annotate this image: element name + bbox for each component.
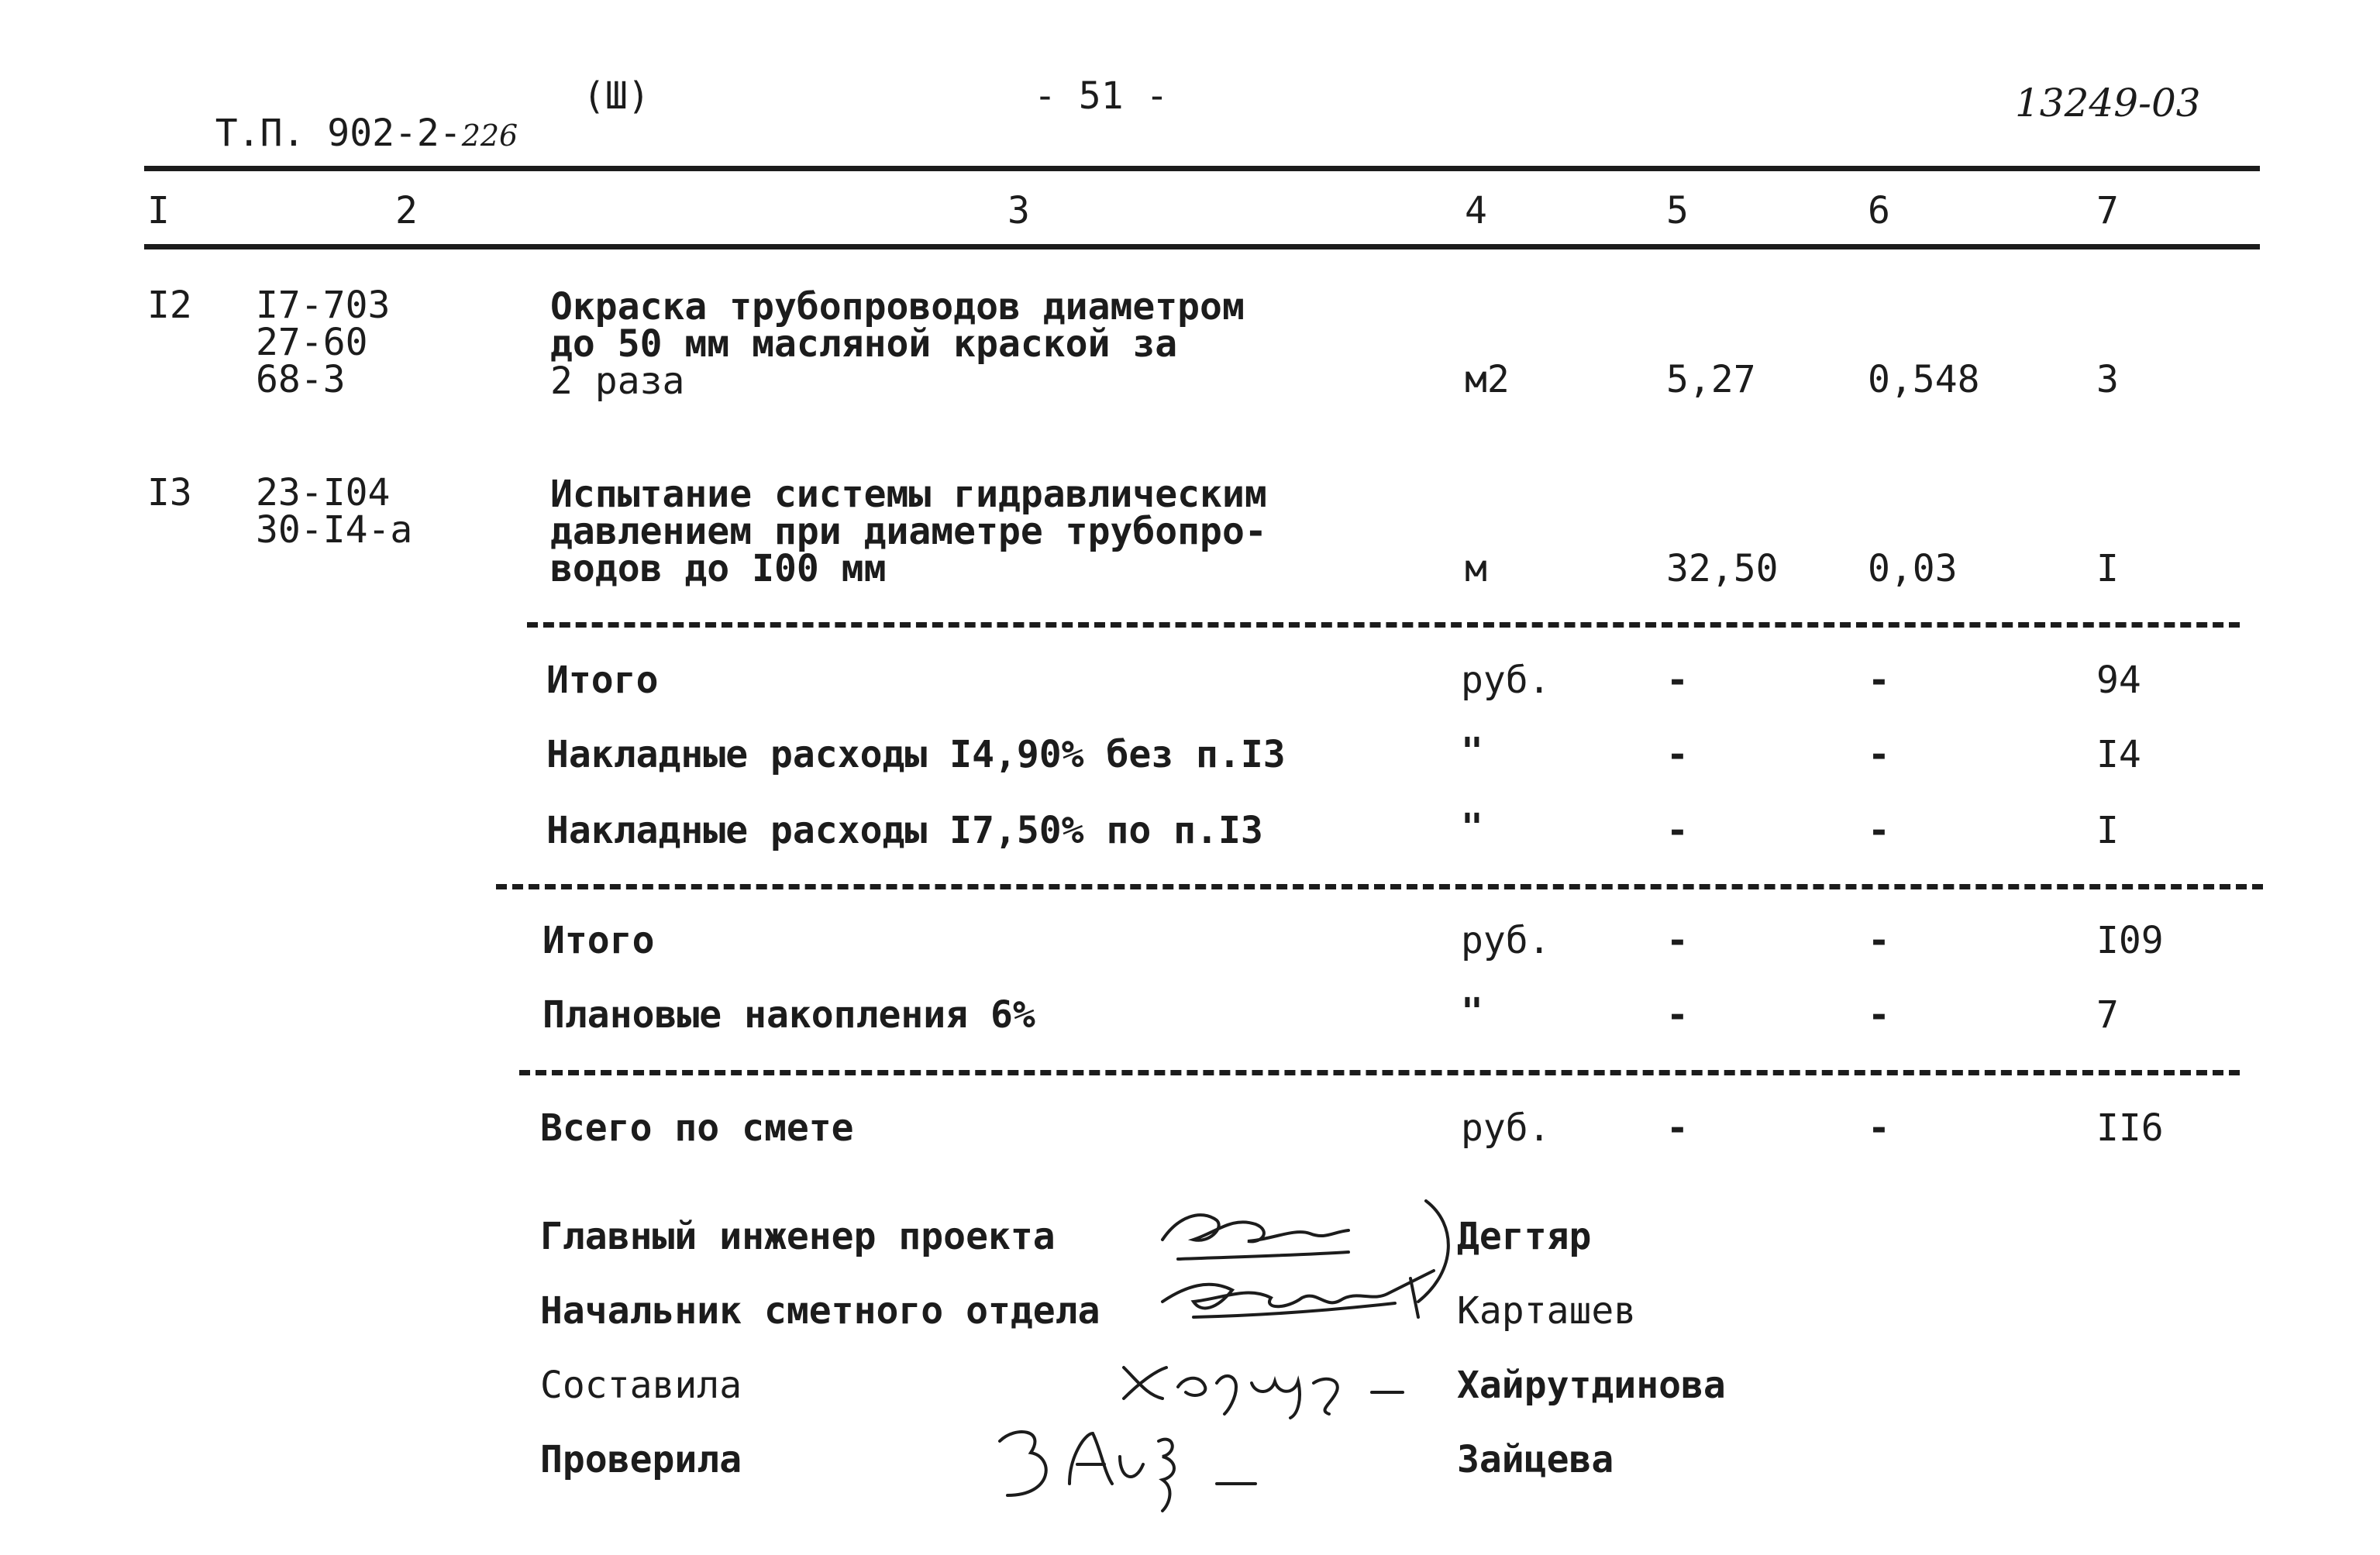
- col-header-4: 4: [1465, 189, 1487, 232]
- handwritten-signature-4: [976, 1410, 1286, 1519]
- summary-col6: -: [1868, 919, 1890, 962]
- row-quantity: 32,50: [1666, 547, 1779, 590]
- signature-name: Зайцева: [1457, 1438, 1614, 1481]
- row-number: I3: [147, 471, 192, 514]
- doc-code-printed: Т.П. 902-2-: [215, 112, 462, 155]
- col-header-2: 2: [395, 189, 418, 232]
- row-unit: м2: [1465, 358, 1510, 401]
- handwritten-signature-3: [1108, 1337, 1434, 1422]
- row-code: 27-60: [256, 321, 368, 364]
- summary-total: 7: [2096, 993, 2119, 1037]
- summary-col5: -: [1666, 809, 1689, 852]
- summary-label: Всего по смете: [540, 1106, 854, 1150]
- row-total: 3: [2096, 358, 2119, 401]
- row-description: Испытание системы гидравлическим: [550, 473, 1267, 516]
- signature-name: Дегтяр: [1457, 1215, 1592, 1258]
- summary-total: 94: [2096, 659, 2141, 702]
- summary-unit: руб.: [1461, 919, 1551, 962]
- summary-label: Накладные расходы I4,90% без п.I3: [546, 733, 1286, 776]
- row-code: I7-703: [256, 284, 391, 327]
- row-description: давлением при диаметре трубопро-: [550, 510, 1267, 553]
- dashed-separator: [527, 622, 2240, 628]
- signature-role: Составила: [540, 1364, 742, 1407]
- row-code: 23-I04: [256, 471, 391, 514]
- dashed-separator: [519, 1070, 2240, 1075]
- summary-col5: -: [1666, 733, 1689, 776]
- doc-roman-numeral: (Ш): [583, 74, 650, 118]
- row-quantity: 5,27: [1666, 358, 1756, 401]
- summary-col6: -: [1868, 993, 1890, 1037]
- header-rule-bottom: [144, 244, 2260, 249]
- col-header-3: 3: [1007, 189, 1030, 232]
- summary-label: Накладные расходы I7,50% по п.I3: [546, 809, 1263, 852]
- doc-code: [170, 77, 518, 155]
- summary-col6: -: [1868, 809, 1890, 852]
- row-rate: 0,548: [1868, 358, 1980, 401]
- signature-role: Начальник сметного отдела: [540, 1289, 1100, 1333]
- summary-total: I4: [2096, 733, 2141, 776]
- row-description: Окраска трубопроводов диаметром: [550, 285, 1245, 329]
- summary-unit: ": [1461, 730, 1483, 773]
- row-description: водов до I00 мм: [550, 547, 887, 590]
- row-rate: 0,03: [1868, 547, 1958, 590]
- dashed-separator: [496, 884, 2263, 889]
- signature-name: Хайрутдинова: [1457, 1364, 1726, 1407]
- col-header-1: I: [147, 189, 170, 232]
- summary-col5: -: [1666, 1106, 1689, 1150]
- summary-unit: ": [1461, 990, 1483, 1034]
- row-description: 2 раза: [550, 360, 685, 403]
- summary-total: II6: [2096, 1106, 2164, 1150]
- summary-label: Итого: [546, 659, 659, 702]
- summary-col6: -: [1868, 1106, 1890, 1150]
- row-number: I2: [147, 284, 192, 327]
- summary-label: Плановые накопления 6%: [542, 993, 1035, 1037]
- summary-unit: руб.: [1461, 659, 1551, 702]
- summary-unit: руб.: [1461, 1106, 1551, 1150]
- summary-col5: -: [1666, 919, 1689, 962]
- col-header-6: 6: [1868, 189, 1890, 232]
- summary-col6: -: [1868, 659, 1890, 702]
- doc-ref-number: 13249-03: [2015, 81, 2201, 126]
- row-code: 30-I4-а: [256, 508, 413, 552]
- row-total: I: [2096, 547, 2119, 590]
- summary-total: I: [2096, 809, 2119, 852]
- col-header-5: 5: [1666, 189, 1689, 232]
- summary-unit: ": [1461, 806, 1483, 849]
- summary-total: I09: [2096, 919, 2164, 962]
- row-description: до 50 мм масляной краской за: [550, 322, 1178, 366]
- signature-name: Карташев: [1457, 1289, 1637, 1333]
- summary-label: Итого: [542, 919, 655, 962]
- page-number: - 51 -: [1034, 74, 1169, 118]
- header-rule-top: [144, 166, 2260, 171]
- summary-col5: -: [1666, 659, 1689, 702]
- doc-code-handwritten: 226: [461, 119, 518, 153]
- row-unit: м: [1465, 547, 1487, 590]
- row-code: 68-3: [256, 358, 346, 401]
- col-header-7: 7: [2096, 189, 2119, 232]
- summary-col5: -: [1666, 993, 1689, 1037]
- signature-role: Проверила: [540, 1438, 742, 1481]
- summary-col6: -: [1868, 733, 1890, 776]
- handwritten-signature-2: [1147, 1255, 1457, 1340]
- signature-role: Главный инженер проекта: [540, 1215, 1056, 1258]
